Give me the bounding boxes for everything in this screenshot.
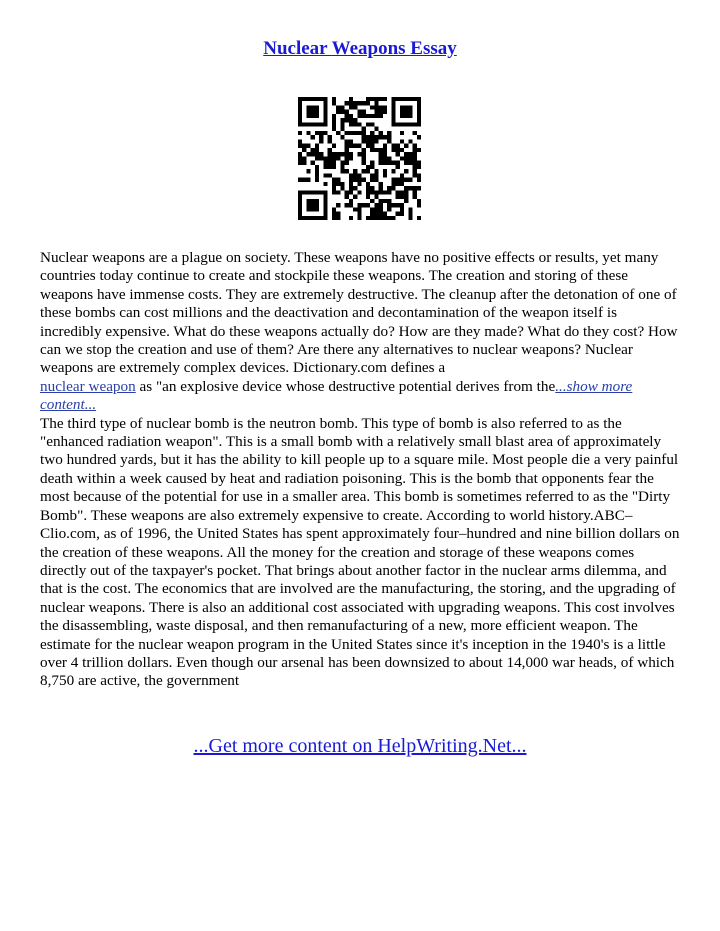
show-more-link[interactable]: ...show more content...	[40, 377, 633, 414]
get-more-content-link[interactable]: ...Get more content on HelpWriting.Net...	[193, 735, 527, 757]
essay-paragraph-2: The third type of nuclear bomb is the neutron bomb. This type of bomb is also referred to as the "enhanced radiation weapon". This is a small bomb with a relatively small blast area of approximately two hundred yards, but it has the ability to kill people up to a square mile. Most people die a very painful death within a week caused by heat and radiation poisoning. This is the bomb that opponents fear the most because of the potential for use in a smaller area. This bomb is sometimes referred to as the "Dirty Bomb". These weapons are also extremely expensive to create. According to world history.ABC–Clio.com, as of 1996, the United States has spent approximately four–hundred and nine billion dollars on the creation of these weapons. All the money for the creation and storage of these weapons comes directly out of the taxpayer's pocket. That brings about another factor in the nuclear arms dilemma, and that is the cost. The economics that are involved are the manufacturing, the storing, and the upgrading of nuclear weapons. There is also an additional cost associated with upgrading weapons. This cost involves the disassembling, waste disposal, and then remanufacturing of a new, more efficient weapon. The estimate for the nuclear weapon program in the United States since it's inception in the 1940's is a little over 4 trillion dollars. Even though our arsenal has been downsized to about 14,000 war heads, of which 8,750 are active, the government	[40, 414, 680, 690]
document-title-link[interactable]: Nuclear Weapons Essay	[263, 38, 457, 59]
paragraph-1-continuation: as "an explosive device whose destructive potential derives from the	[135, 377, 556, 395]
nuclear-weapon-link[interactable]: nuclear weapon	[40, 377, 136, 395]
document-title-container	[0, 38, 720, 60]
cta-container	[0, 735, 720, 758]
paragraph-1-text: Nuclear weapons are a plague on society. These weapons have no positive effects or results, yet many countries today continue to create and stockpile these weapons. The creation and storing of these weapons have immense costs. They are extremely destructive. The cleanup after the detonation of one of these bombs can cost millions and the deactivation and decontamination of the weapon itself is incredibly expensive. What do these weapons actually do? How are they made? What do they cost? How can we stop the creation and use of them? Are there any alternatives to nuclear weapons? Nuclear weapons are extremely complex devices. Dictionary.com defines a	[40, 249, 678, 377]
essay-body	[40, 249, 680, 691]
essay-paragraph-1	[40, 249, 680, 415]
qr-code	[298, 97, 421, 220]
